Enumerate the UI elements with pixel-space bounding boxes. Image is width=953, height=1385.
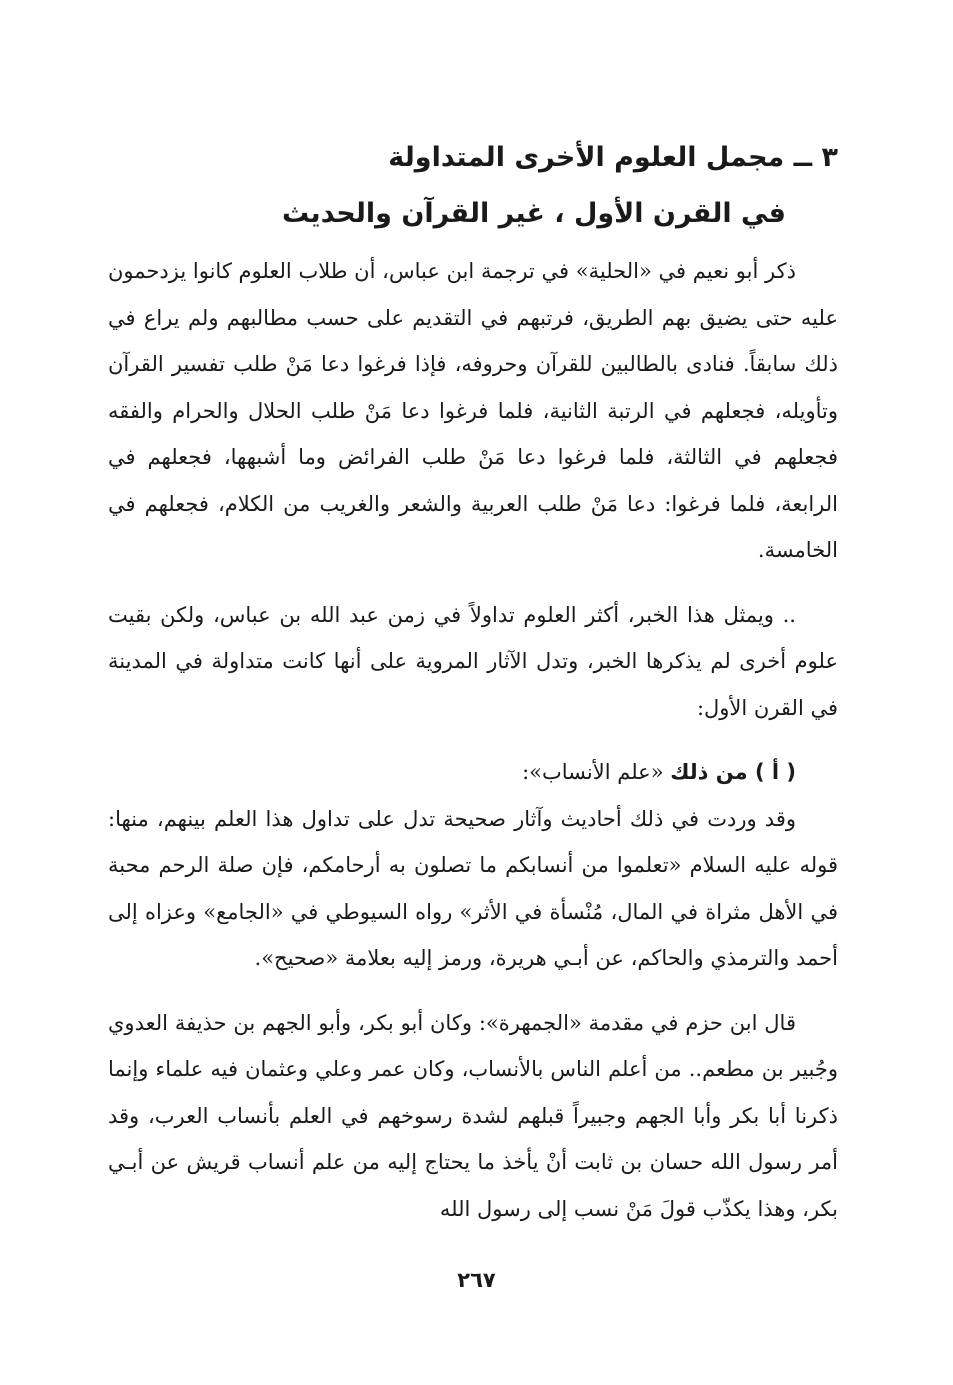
paragraph-ibn-abbas-students: ذكر أبو نعيم في «الحلية» في ترجمة ابن عباس، أن طلاب العلوم كانوا يزدحمون عليه حتى يضيق بهم الطريق، فرتبهم في التقديم على حسب مطالبهم ولم يراع في ذلك سابقاً. فنادى بالطالبين للقرآن وحروفه، فإذا فرغوا دعا مَنْ طلب تفسير القرآن وتأويله، فجعلهم في الرتبة الثانية، فلما فرغوا دعا مَنْ طلب الحلال والحرام والفقه فجعلهم في الثالثة، فلما فرغوا دعا مَنْ طلب الفرائض وما أشبهها، فجعلهم في الرابعة، فلما فرغوا: دعا مَنْ طلب العربية والشعر والغريب من الكلام، فجعلهم في الخامسة. (108, 259, 839, 562)
section-heading-line-1: ٣ ــ مجمل العلوم الأخرى المتداولة (388, 142, 838, 173)
page-number: ٢٦٧ (457, 1268, 496, 1292)
subsection-heading (108, 749, 838, 796)
paragraph-ibn-hazm: قال ابن حزم في مقدمة «الجمهرة»: وكان أبو بكر، وأبو الجهم بن حذيفة العدوي وجُبير بن مطعم.. من أعلم الناس بالأنساب، وكان عمر وعلي وعثمان فيه علماء وإنما ذكرنا أبا بكر وأبا الجهم وجبيراً قبلهم لشدة رسوخهم في العلم بأنساب العرب، وقد أمر رسول الله حسان بن ثابت أنْ يأخذ ما يحتاج إليه من علم أنساب قريش عن أبـي بكر، وهذا يكذّب قولَ مَنْ نسب إلى رسول الله (108, 1010, 838, 1221)
paragraph-other-sciences: .. ويمثل هذا الخبر، أكثر العلوم تداولاً في زمن عبد الله بن عباس، ولكن بقيت علوم أخرى لم يذكرها الخبر، وتدل الآثار المروية على أنها كانت متداولة في المدينة في القرن الأول: (108, 602, 838, 720)
paragraph-genealogy-hadith: وقد وردت في ذلك أحاديث وآثار صحيحة تدل على تداول هذا العلم بينهم، منها: قوله عليه السلام «تعلموا من أنسابكم ما تصلون به أرحامكم، فإن صلة الرحم محبة في الأهل مثراة في المال، مُنْسأة في الأثر» رواه السيوطي في «الجامع» وعزاه إلى أحمد والترمذي والحاكم، عن أبـي هريرة، ورمز إليه بعلامة «صحيح». (108, 806, 838, 970)
section-heading (108, 130, 838, 242)
subsection-heading-prefix: ( أ ) من ذلك (670, 760, 796, 784)
page-body (108, 130, 838, 1232)
subsection-heading-title: «علم الأنساب»: (522, 760, 664, 784)
section-heading-line-2: في القرن الأول ، غير القرآن والحديث (281, 198, 786, 229)
